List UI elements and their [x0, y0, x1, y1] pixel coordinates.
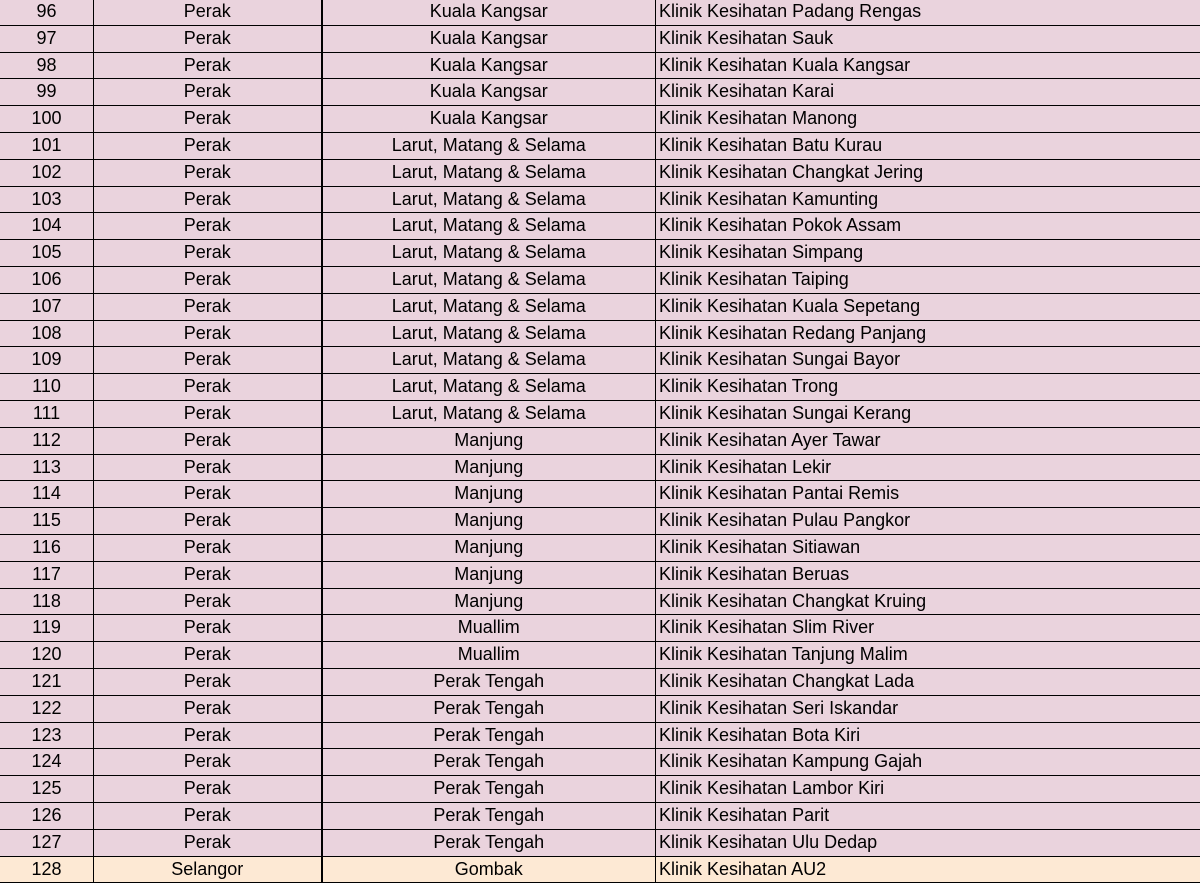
- clinic-name-cell: Klinik Kesihatan Parit: [656, 802, 1200, 829]
- clinic-name-cell: Klinik Kesihatan Beruas: [656, 561, 1200, 588]
- clinic-name-cell: Klinik Kesihatan Lambor Kiri: [656, 776, 1200, 803]
- state-cell: Perak: [94, 25, 322, 52]
- district-cell: Larut, Matang & Selama: [322, 400, 656, 427]
- state-cell: Perak: [94, 320, 322, 347]
- row-number-cell: 100: [0, 106, 94, 133]
- clinic-name-cell: Klinik Kesihatan Kuala Sepetang: [656, 293, 1200, 320]
- table-row: [0, 132, 1200, 159]
- clinic-name-cell: Klinik Kesihatan Seri Iskandar: [656, 695, 1200, 722]
- clinic-name-cell: Klinik Kesihatan Kampung Gajah: [656, 749, 1200, 776]
- row-number-cell: 96: [0, 0, 94, 25]
- district-cell: Larut, Matang & Selama: [322, 374, 656, 401]
- row-number-cell: 110: [0, 374, 94, 401]
- district-cell: Manjung: [322, 561, 656, 588]
- row-number-cell: 114: [0, 481, 94, 508]
- table-row: [0, 508, 1200, 535]
- row-number-cell: 117: [0, 561, 94, 588]
- state-cell: Perak: [94, 588, 322, 615]
- state-cell: Perak: [94, 534, 322, 561]
- district-cell: Perak Tengah: [322, 695, 656, 722]
- state-cell: Perak: [94, 668, 322, 695]
- row-number-cell: 99: [0, 79, 94, 106]
- table-row: [0, 186, 1200, 213]
- clinic-name-cell: Klinik Kesihatan Kamunting: [656, 186, 1200, 213]
- district-cell: Kuala Kangsar: [322, 0, 656, 25]
- row-number-cell: 97: [0, 25, 94, 52]
- district-cell: Larut, Matang & Selama: [322, 347, 656, 374]
- clinic-name-cell: Klinik Kesihatan Slim River: [656, 615, 1200, 642]
- table-row: [0, 722, 1200, 749]
- table-row: [0, 400, 1200, 427]
- state-cell: Perak: [94, 159, 322, 186]
- table-row: [0, 668, 1200, 695]
- state-cell: Selangor: [94, 856, 322, 883]
- clinic-name-cell: Klinik Kesihatan Simpang: [656, 240, 1200, 267]
- row-number-cell: 123: [0, 722, 94, 749]
- table-row: [0, 240, 1200, 267]
- row-number-cell: 101: [0, 132, 94, 159]
- row-number-cell: 108: [0, 320, 94, 347]
- state-cell: Perak: [94, 829, 322, 856]
- state-cell: Perak: [94, 427, 322, 454]
- row-number-cell: 119: [0, 615, 94, 642]
- state-cell: Perak: [94, 240, 322, 267]
- row-number-cell: 118: [0, 588, 94, 615]
- table-row: [0, 213, 1200, 240]
- table-row: [0, 159, 1200, 186]
- table-row: [0, 749, 1200, 776]
- table-row: [0, 347, 1200, 374]
- row-number-cell: 127: [0, 829, 94, 856]
- clinic-name-cell: Klinik Kesihatan Changkat Lada: [656, 668, 1200, 695]
- state-cell: Perak: [94, 213, 322, 240]
- district-cell: Perak Tengah: [322, 802, 656, 829]
- row-number-cell: 102: [0, 159, 94, 186]
- table-row: [0, 802, 1200, 829]
- table-row: [0, 0, 1200, 25]
- state-cell: Perak: [94, 374, 322, 401]
- table-row: [0, 481, 1200, 508]
- clinic-name-cell: Klinik Kesihatan AU2: [656, 856, 1200, 883]
- row-number-cell: 112: [0, 427, 94, 454]
- row-number-cell: 126: [0, 802, 94, 829]
- table-row: [0, 642, 1200, 669]
- table-row: [0, 293, 1200, 320]
- state-cell: Perak: [94, 400, 322, 427]
- state-cell: Perak: [94, 561, 322, 588]
- clinic-name-cell: Klinik Kesihatan Sungai Kerang: [656, 400, 1200, 427]
- state-cell: Perak: [94, 293, 322, 320]
- district-cell: Perak Tengah: [322, 776, 656, 803]
- state-cell: Perak: [94, 454, 322, 481]
- clinic-name-cell: Klinik Kesihatan Redang Panjang: [656, 320, 1200, 347]
- table-row: [0, 79, 1200, 106]
- clinic-name-cell: Klinik Kesihatan Karai: [656, 79, 1200, 106]
- row-number-cell: 113: [0, 454, 94, 481]
- district-cell: Manjung: [322, 427, 656, 454]
- row-number-cell: 124: [0, 749, 94, 776]
- district-cell: Manjung: [322, 454, 656, 481]
- district-cell: Larut, Matang & Selama: [322, 186, 656, 213]
- state-cell: Perak: [94, 722, 322, 749]
- district-cell: Gombak: [322, 856, 656, 883]
- row-number-cell: 106: [0, 266, 94, 293]
- table-row: [0, 856, 1200, 883]
- table-row: [0, 427, 1200, 454]
- state-cell: Perak: [94, 802, 322, 829]
- row-number-cell: 103: [0, 186, 94, 213]
- table-row: [0, 561, 1200, 588]
- district-cell: Larut, Matang & Selama: [322, 213, 656, 240]
- state-cell: Perak: [94, 749, 322, 776]
- table-row: [0, 320, 1200, 347]
- clinic-name-cell: Klinik Kesihatan Pantai Remis: [656, 481, 1200, 508]
- district-cell: Perak Tengah: [322, 668, 656, 695]
- district-cell: Perak Tengah: [322, 829, 656, 856]
- district-cell: Kuala Kangsar: [322, 79, 656, 106]
- district-cell: Larut, Matang & Selama: [322, 132, 656, 159]
- table-row: [0, 695, 1200, 722]
- clinic-name-cell: Klinik Kesihatan Tanjung Malim: [656, 642, 1200, 669]
- district-cell: Manjung: [322, 481, 656, 508]
- district-cell: Manjung: [322, 534, 656, 561]
- state-cell: Perak: [94, 132, 322, 159]
- state-cell: Perak: [94, 481, 322, 508]
- row-number-cell: 109: [0, 347, 94, 374]
- row-number-cell: 122: [0, 695, 94, 722]
- district-cell: Larut, Matang & Selama: [322, 240, 656, 267]
- state-cell: Perak: [94, 347, 322, 374]
- clinic-name-cell: Klinik Kesihatan Pulau Pangkor: [656, 508, 1200, 535]
- state-cell: Perak: [94, 776, 322, 803]
- clinic-name-cell: Klinik Kesihatan Pokok Assam: [656, 213, 1200, 240]
- district-cell: Larut, Matang & Selama: [322, 320, 656, 347]
- state-cell: Perak: [94, 106, 322, 133]
- state-cell: Perak: [94, 642, 322, 669]
- district-cell: Perak Tengah: [322, 749, 656, 776]
- district-cell: Muallim: [322, 615, 656, 642]
- clinic-name-cell: Klinik Kesihatan Bota Kiri: [656, 722, 1200, 749]
- state-cell: Perak: [94, 695, 322, 722]
- row-number-cell: 105: [0, 240, 94, 267]
- district-cell: Larut, Matang & Selama: [322, 293, 656, 320]
- table-row: [0, 454, 1200, 481]
- row-number-cell: 116: [0, 534, 94, 561]
- clinic-name-cell: Klinik Kesihatan Kuala Kangsar: [656, 52, 1200, 79]
- district-cell: Larut, Matang & Selama: [322, 266, 656, 293]
- state-cell: Perak: [94, 266, 322, 293]
- clinic-name-cell: Klinik Kesihatan Ayer Tawar: [656, 427, 1200, 454]
- state-cell: Perak: [94, 52, 322, 79]
- table-row: [0, 615, 1200, 642]
- district-cell: Kuala Kangsar: [322, 25, 656, 52]
- clinic-name-cell: Klinik Kesihatan Manong: [656, 106, 1200, 133]
- row-number-cell: 128: [0, 856, 94, 883]
- row-number-cell: 111: [0, 400, 94, 427]
- row-number-cell: 98: [0, 52, 94, 79]
- state-cell: Perak: [94, 615, 322, 642]
- row-number-cell: 107: [0, 293, 94, 320]
- row-number-cell: 115: [0, 508, 94, 535]
- district-cell: Larut, Matang & Selama: [322, 159, 656, 186]
- clinic-name-cell: Klinik Kesihatan Trong: [656, 374, 1200, 401]
- clinic-name-cell: Klinik Kesihatan Sitiawan: [656, 534, 1200, 561]
- clinic-name-cell: Klinik Kesihatan Changkat Kruing: [656, 588, 1200, 615]
- district-cell: Manjung: [322, 508, 656, 535]
- state-cell: Perak: [94, 508, 322, 535]
- clinic-name-cell: Klinik Kesihatan Padang Rengas: [656, 0, 1200, 25]
- district-cell: Kuala Kangsar: [322, 106, 656, 133]
- district-cell: Manjung: [322, 588, 656, 615]
- state-cell: Perak: [94, 0, 322, 25]
- table-row: [0, 776, 1200, 803]
- table-row: [0, 52, 1200, 79]
- clinic-name-cell: Klinik Kesihatan Taiping: [656, 266, 1200, 293]
- table-row: [0, 266, 1200, 293]
- row-number-cell: 120: [0, 642, 94, 669]
- table-row: [0, 25, 1200, 52]
- clinic-name-cell: Klinik Kesihatan Ulu Dedap: [656, 829, 1200, 856]
- state-cell: Perak: [94, 79, 322, 106]
- row-number-cell: 104: [0, 213, 94, 240]
- clinic-name-cell: Klinik Kesihatan Changkat Jering: [656, 159, 1200, 186]
- table-row: [0, 374, 1200, 401]
- clinic-name-cell: Klinik Kesihatan Lekir: [656, 454, 1200, 481]
- row-number-cell: 125: [0, 776, 94, 803]
- table-row: [0, 534, 1200, 561]
- row-number-cell: 121: [0, 668, 94, 695]
- state-cell: Perak: [94, 186, 322, 213]
- clinic-name-cell: Klinik Kesihatan Batu Kurau: [656, 132, 1200, 159]
- district-cell: Kuala Kangsar: [322, 52, 656, 79]
- table-row: [0, 106, 1200, 133]
- district-cell: Muallim: [322, 642, 656, 669]
- clinic-name-cell: Klinik Kesihatan Sungai Bayor: [656, 347, 1200, 374]
- district-cell: Perak Tengah: [322, 722, 656, 749]
- table-row: [0, 829, 1200, 856]
- table-row: [0, 588, 1200, 615]
- clinic-name-cell: Klinik Kesihatan Sauk: [656, 25, 1200, 52]
